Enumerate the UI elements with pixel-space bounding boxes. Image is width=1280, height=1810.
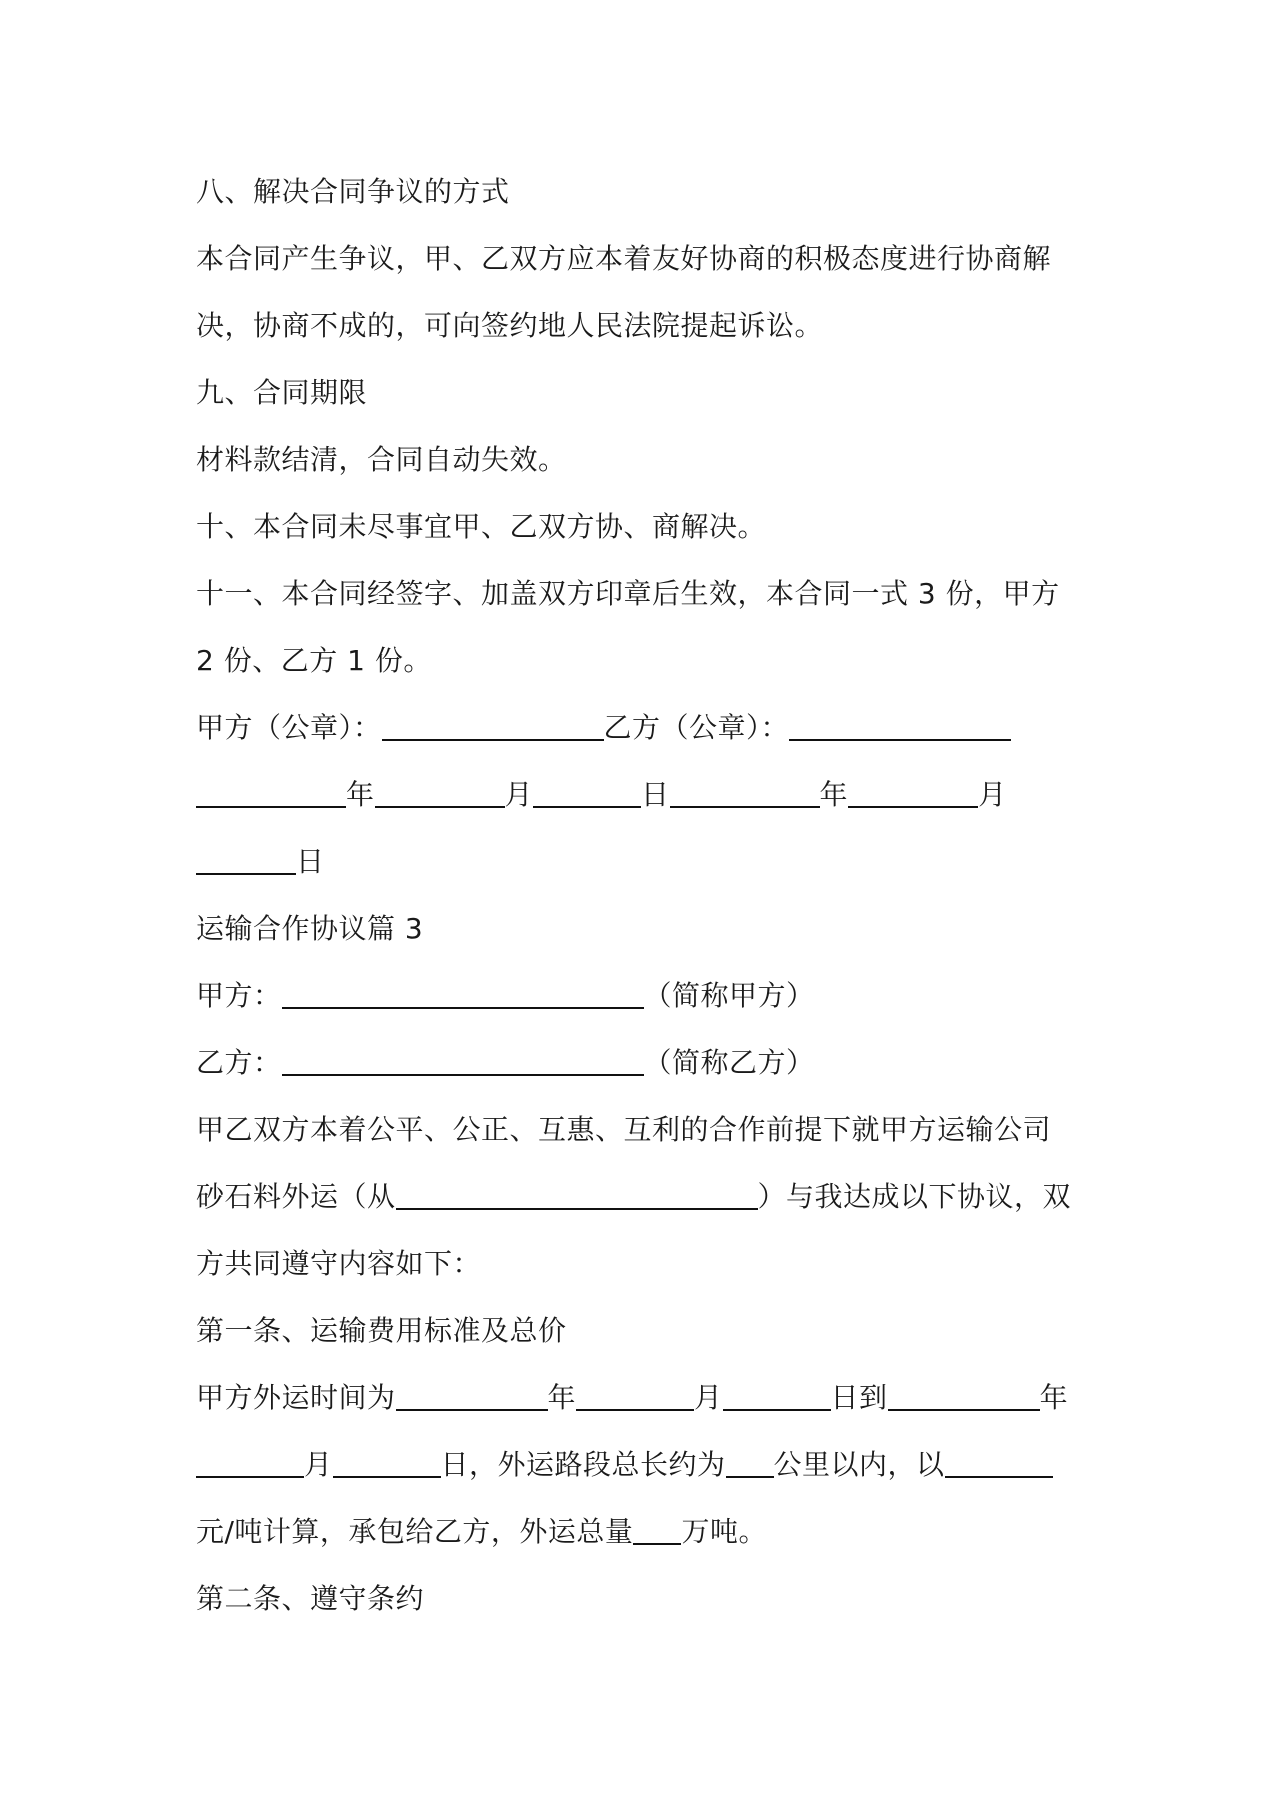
section-heading-10: 十、本合同未尽事宜甲、乙双方协、商解决。 bbox=[196, 510, 767, 543]
day-label: 日 bbox=[296, 845, 325, 878]
paragraph-line: 方共同遵守内容如下： bbox=[196, 1247, 482, 1280]
article-heading-1: 第一条、运输费用标准及总价 bbox=[196, 1314, 567, 1347]
signature-line bbox=[196, 700, 1096, 767]
route-from-blank[interactable] bbox=[396, 1174, 758, 1210]
month-label: 月 bbox=[694, 1381, 723, 1414]
month-label: 月 bbox=[978, 778, 1007, 811]
party-b-label: 乙方： bbox=[196, 1046, 282, 1079]
year-label: 年 bbox=[819, 778, 849, 811]
year-label: 年 bbox=[1039, 1381, 1069, 1414]
party-a-seal-blank[interactable] bbox=[382, 705, 604, 741]
paragraph-line: 2 份、乙方 1 份。 bbox=[196, 644, 432, 677]
transport-route-line bbox=[196, 1437, 1096, 1504]
total-volume-blank[interactable] bbox=[633, 1509, 681, 1545]
end-year-blank[interactable] bbox=[888, 1375, 1040, 1411]
km-blank[interactable] bbox=[726, 1442, 774, 1478]
party-a-short: （简称甲方） bbox=[643, 979, 815, 1012]
km-label: 公里以内，以 bbox=[773, 1448, 945, 1481]
paragraph-line bbox=[196, 1169, 1096, 1236]
day-blank-b[interactable] bbox=[196, 839, 296, 875]
intro-from-label: 砂石料外运（从 bbox=[196, 1180, 396, 1213]
end-day-blank[interactable] bbox=[333, 1442, 441, 1478]
party-a-line bbox=[196, 968, 1096, 1035]
paragraph-line: 本合同产生争议，甲、乙双方应本着友好协商的积极态度进行协商解 bbox=[196, 242, 1052, 275]
paragraph-line: 甲乙双方本着公平、公正、互惠、互利的合作前提下就甲方运输公司 bbox=[196, 1113, 1052, 1146]
agreement-title: 运输合作协议篇 3 bbox=[196, 912, 424, 945]
start-day-blank[interactable] bbox=[723, 1375, 831, 1411]
end-month-blank[interactable] bbox=[196, 1442, 304, 1478]
document-body bbox=[196, 164, 1096, 1638]
article-heading-2: 第二条、遵守条约 bbox=[196, 1582, 425, 1615]
price-label: 元/吨计算，承包给乙方，外运总量 bbox=[196, 1515, 634, 1548]
day-label: 日 bbox=[641, 778, 670, 811]
month-label: 月 bbox=[504, 778, 534, 811]
month-label: 月 bbox=[304, 1448, 333, 1481]
intro-agreement-text: ）与我达成以下协议，双 bbox=[757, 1180, 1072, 1213]
party-b-seal-label: 乙方（公章）： bbox=[603, 711, 790, 744]
year-label: 年 bbox=[346, 778, 375, 811]
paragraph-line: 决，协商不成的，可向签约地人民法院提起诉讼。 bbox=[196, 309, 824, 342]
unit-price-blank[interactable] bbox=[945, 1442, 1053, 1478]
paragraph-line: 材料款结清，合同自动失效。 bbox=[196, 443, 567, 476]
start-month-blank[interactable] bbox=[576, 1375, 694, 1411]
year-blank-a[interactable] bbox=[196, 772, 346, 808]
route-length-label: 日，外运路段总长约为 bbox=[440, 1448, 726, 1481]
date-line bbox=[196, 767, 1096, 834]
section-heading-9: 九、合同期限 bbox=[196, 376, 368, 409]
start-year-blank[interactable] bbox=[396, 1375, 548, 1411]
party-b-blank[interactable] bbox=[282, 1040, 644, 1076]
party-a-blank[interactable] bbox=[282, 973, 644, 1009]
year-label: 年 bbox=[547, 1381, 577, 1414]
transport-time-line bbox=[196, 1370, 1096, 1437]
price-line bbox=[196, 1504, 1096, 1571]
party-a-seal-label: 甲方（公章）： bbox=[196, 711, 382, 744]
section-heading-8: 八、解决合同争议的方式 bbox=[196, 175, 510, 208]
date-line-day bbox=[196, 834, 1096, 901]
wan-ton-label: 万吨。 bbox=[681, 1515, 767, 1548]
day-blank-a[interactable] bbox=[533, 772, 641, 808]
year-blank-b[interactable] bbox=[670, 772, 820, 808]
party-b-line bbox=[196, 1035, 1096, 1102]
day-to-label: 日到 bbox=[830, 1381, 888, 1414]
month-blank-a[interactable] bbox=[375, 772, 505, 808]
transport-time-label: 甲方外运时间为 bbox=[196, 1381, 396, 1414]
month-blank-b[interactable] bbox=[848, 772, 978, 808]
party-b-seal-blank[interactable] bbox=[789, 705, 1011, 741]
party-a-label: 甲方： bbox=[196, 979, 282, 1012]
party-b-short: （简称乙方） bbox=[643, 1046, 815, 1079]
section-heading-11: 十一、本合同经签字、加盖双方印章后生效，本合同一式 3 份，甲方 bbox=[196, 577, 1060, 610]
